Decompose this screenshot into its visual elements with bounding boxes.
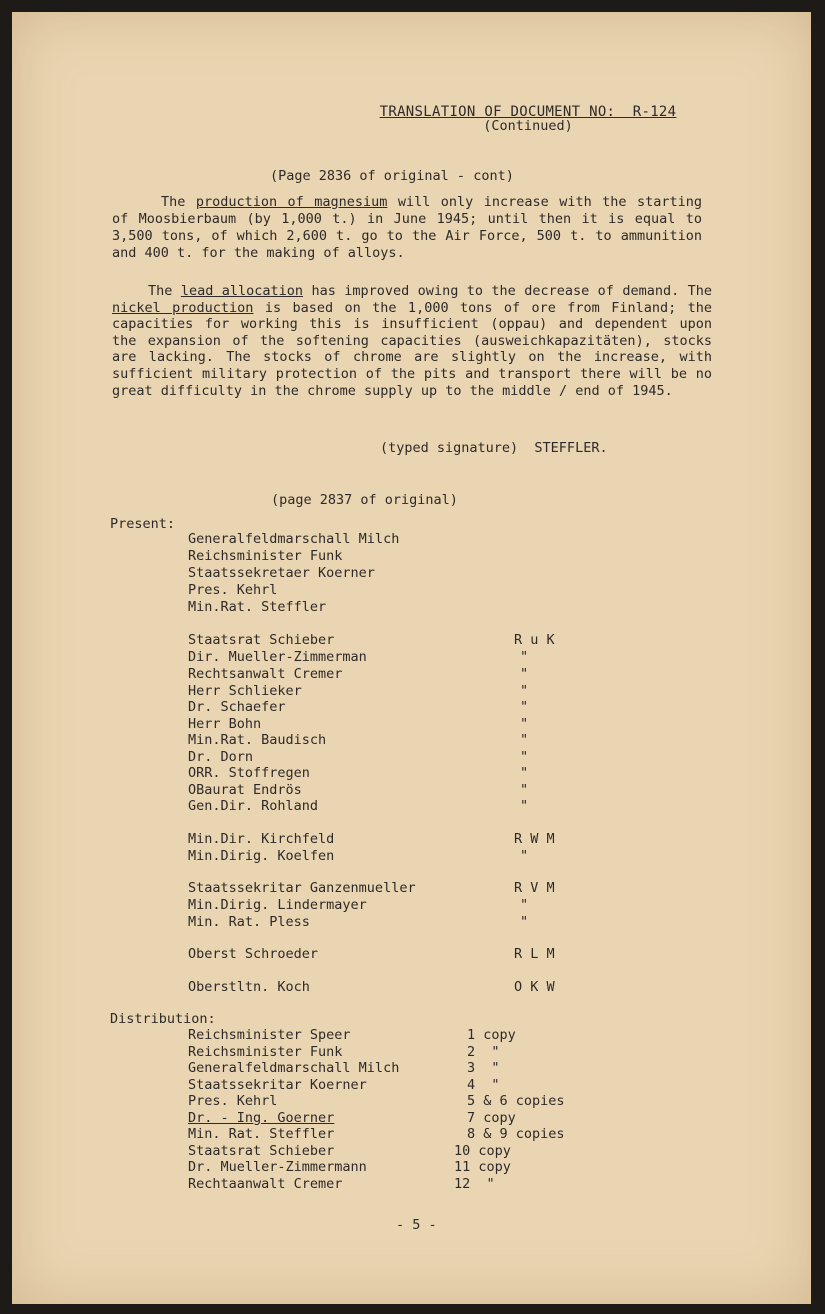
present-name: Staatsrat Schieber (188, 632, 335, 648)
present-name: Min.Dir. Kirchfeld (188, 831, 335, 847)
paragraph-magnesium (112, 194, 702, 262)
present-name: Dr. Schaefer (188, 699, 286, 715)
present-name: Min. Rat. Pless (188, 914, 310, 930)
present-name: Oberst Schroeder (188, 946, 319, 962)
para2-underlined-term-2: nickel production (112, 299, 254, 316)
org-code: O K W (514, 979, 555, 995)
distribution-copies: 2 " (467, 1044, 500, 1060)
distribution-recipient: Dr. - Ing. Goerner (188, 1110, 335, 1126)
para1-post: will only increase with the starting of Moosbierbaum (by 1,000 t.) in June 1945; until then it is equal to 3,500 tons, of which 2,600 t. go to the Air Force, 500 t. to ammunition and 400 t. for the making of alloys. (112, 194, 702, 261)
distribution-copies: 11 copy (454, 1159, 511, 1175)
ditto-mark: " (520, 716, 529, 732)
org-code: R W M (514, 831, 555, 847)
page-reference-2837: (page 2837 of original) (271, 492, 458, 508)
present-name: Generalfeldmarschall Milch (188, 531, 400, 547)
distribution-copies: 10 copy (454, 1143, 511, 1159)
present-name: Gen.Dir. Rohland (188, 798, 319, 814)
ditto-mark: " (520, 914, 529, 930)
distribution-copies: 3 " (467, 1060, 500, 1076)
para2-post: is based on the 1,000 tons of ore from Finland; the capacities for working this is insufficient (oppau) and dependent upon the expansion of the softening capacities (ausweichkapazitäten), stocks are lacking. The stocks of chrome are slightly on the increase, with sufficient military protection of the pits and transport there will be no great difficulty in the chrome supply up to the middle / end of 1945. (112, 299, 712, 399)
distribution-recipient: Reichsminister Funk (188, 1044, 343, 1060)
para2-mid: has improved owing to the decrease of demand. The (303, 283, 713, 299)
present-name: Herr Schlieker (188, 683, 302, 699)
present-name: Herr Bohn (188, 716, 262, 732)
distribution-recipient: Generalfeldmarschall Milch (188, 1060, 400, 1076)
para1-underlined-term: production of magnesium (195, 194, 388, 210)
ditto-mark: " (520, 765, 529, 781)
present-name: ORR. Stoffregen (188, 765, 310, 781)
present-name: Staatssekretaer Koerner (188, 565, 375, 581)
present-name: Min.Dirig. Koelfen (188, 848, 335, 864)
para2-underlined-term-1: lead allocation (180, 283, 304, 299)
ditto-mark: " (520, 848, 529, 864)
present-name: Dir. Mueller-Zimmerman (188, 649, 367, 665)
distribution-recipient: Dr. Mueller-Zimmermann (188, 1159, 367, 1175)
distribution-recipient: Rechtaanwalt Cremer (188, 1176, 343, 1192)
present-name: Reichsminister Funk (188, 548, 343, 564)
ditto-mark: " (520, 749, 529, 765)
distribution-copies: 8 & 9 copies (467, 1126, 565, 1142)
distribution-recipient: Staatsrat Schieber (188, 1143, 335, 1159)
paragraph-lead-nickel-chrome (112, 283, 712, 399)
ditto-mark: " (520, 699, 529, 715)
document-page (12, 12, 811, 1304)
page-number: - 5 - (396, 1217, 437, 1233)
para1-pre: The (161, 194, 196, 210)
distribution-copies: 5 & 6 copies (467, 1093, 565, 1109)
present-name: Min.Rat. Steffler (188, 599, 327, 615)
distribution-recipient: Reichsminister Speer (188, 1027, 351, 1043)
ditto-mark: " (520, 798, 529, 814)
org-code: R L M (514, 946, 555, 962)
distribution-copies: 1 copy (467, 1027, 516, 1043)
ditto-mark: " (520, 782, 529, 798)
present-label: Present: (110, 516, 176, 532)
ditto-mark: " (520, 649, 529, 665)
distribution-copies: 7 copy (467, 1110, 516, 1126)
present-name: Staatssekritar Ganzenmueller (188, 880, 416, 896)
present-name: Min.Rat. Baudisch (188, 732, 327, 748)
ditto-mark: " (520, 897, 529, 913)
present-name: Pres. Kehrl (188, 582, 278, 598)
distribution-label: Distribution: (110, 1011, 216, 1027)
para2-pre: The (148, 283, 181, 299)
document-subtitle: (Continued) (483, 118, 573, 134)
present-name: Min.Dirig. Lindermayer (188, 897, 367, 913)
document-title: TRANSLATION OF DOCUMENT NO: R-124 (379, 104, 677, 120)
ditto-mark: " (520, 666, 529, 682)
distribution-recipient: Staatssekritar Koerner (188, 1077, 367, 1093)
present-name: Oberstltn. Koch (188, 979, 310, 995)
typed-signature: (typed signature) STEFFLER. (380, 440, 608, 456)
org-code: R u K (514, 632, 555, 648)
distribution-copies: 4 " (467, 1077, 500, 1093)
distribution-recipient: Pres. Kehrl (188, 1093, 278, 1109)
ditto-mark: " (520, 683, 529, 699)
present-name: Dr. Dorn (188, 749, 254, 765)
ditto-mark: " (520, 732, 529, 748)
org-code: R V M (514, 880, 555, 896)
present-name: Rechtsanwalt Cremer (188, 666, 343, 682)
present-name: OBaurat Endrös (188, 782, 302, 798)
distribution-copies: 12 " (454, 1176, 495, 1192)
distribution-recipient: Min. Rat. Steffler (188, 1126, 335, 1142)
page-reference-2836: (Page 2836 of original - cont) (270, 168, 514, 184)
